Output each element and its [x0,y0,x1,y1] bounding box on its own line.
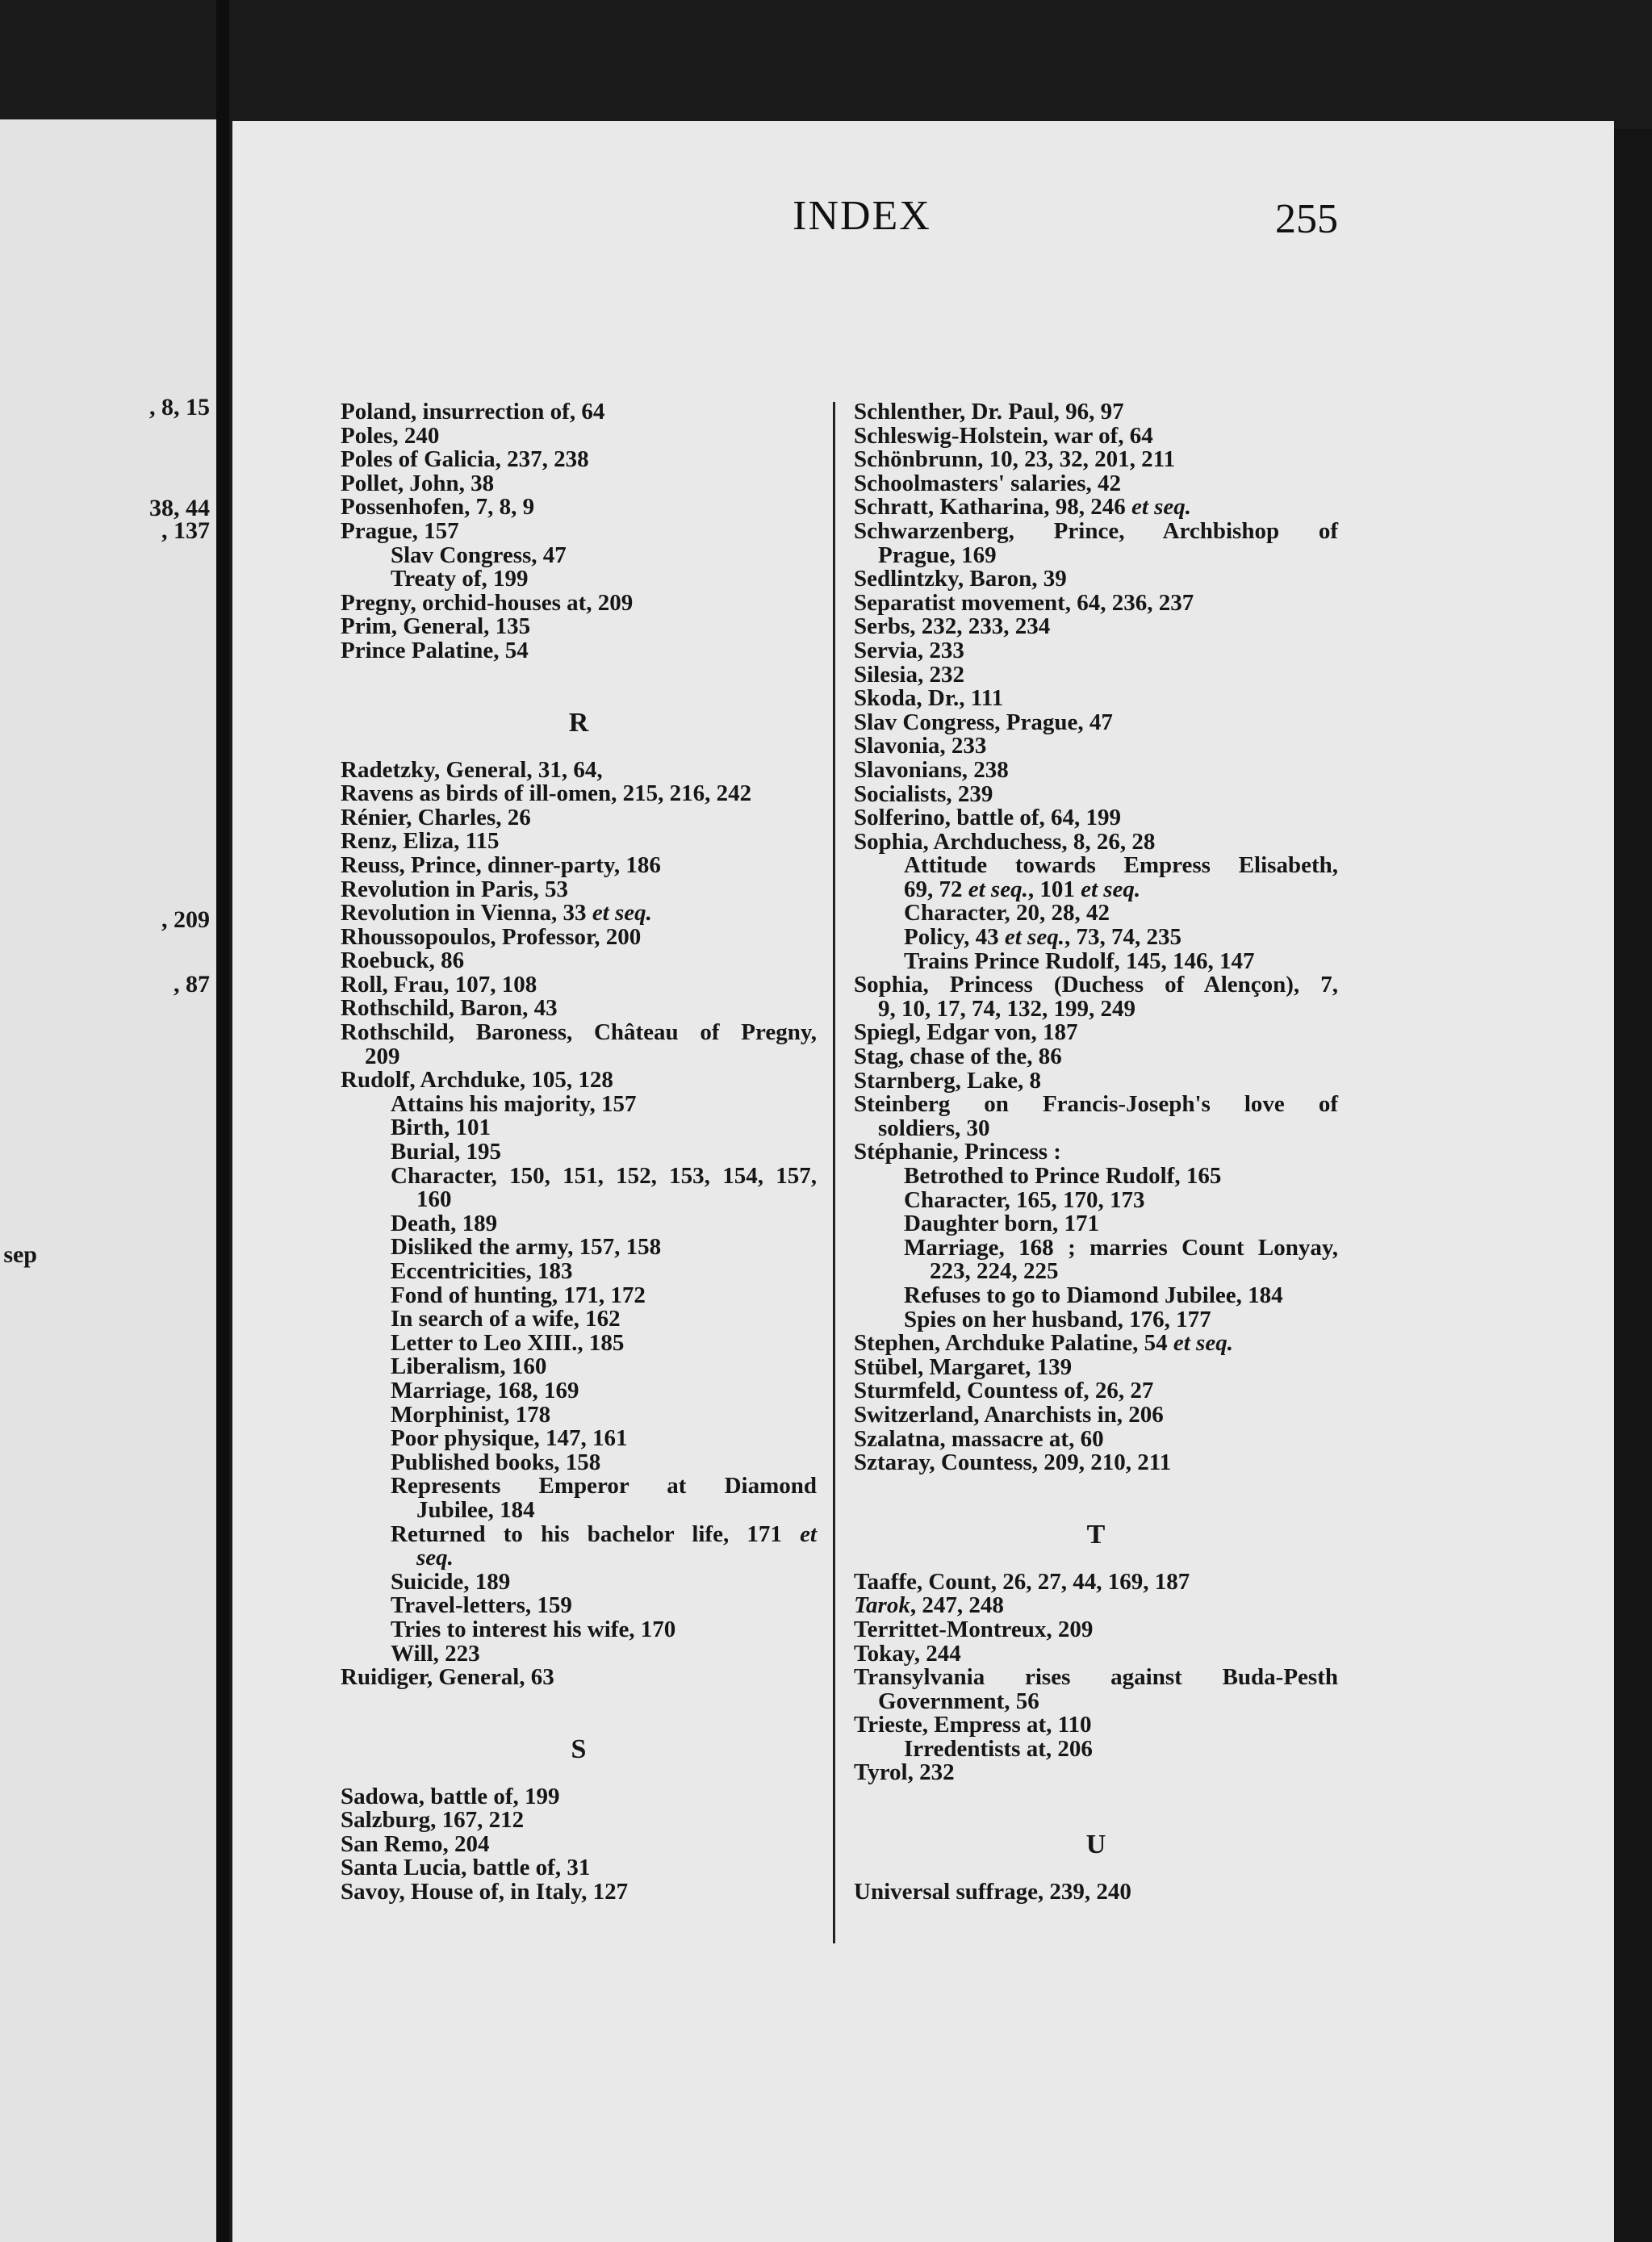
index-entry [854,1451,1338,1475]
index-subentry [854,1117,1338,1141]
index-subentry [854,544,1338,568]
entry-text: Rothschild, Baroness, Château of Pregny, [341,1019,817,1046]
book-gutter [216,0,229,2242]
entry-text: Revolution in Paris, 53 [341,876,568,902]
entry-text: Savoy, House of, in Italy, 127 [341,1879,629,1905]
entry-text: Taaffe, Count, 26, 27, 44, 169, 187 [854,1568,1190,1595]
entry-text: Sadowa, battle of, 199 [341,1783,560,1809]
entry-text: Trains Prince Rudolf, 145, 146, 147 [904,947,1255,974]
index-subentry [341,1355,817,1379]
entry-text: Switzerland, Anarchists in, 206 [854,1401,1164,1428]
index-entry [341,422,817,449]
index-subentry [341,567,817,592]
entry-text: Letter to Leo XIII., 185 [391,1329,625,1356]
facing-page-fragment: , 137 [161,517,210,544]
facing-page-fragment: , 8, 15 [149,394,210,420]
entry-text: In search of a wife, 162 [391,1306,621,1332]
entry-text: Salzburg, 167, 212 [341,1807,525,1834]
index-entry [854,517,1338,544]
entry-text: Schratt, Katharina, 98, 246 [854,494,1126,521]
entry-text: Skoda, Dr., 111 [854,685,1004,712]
section-spacer [341,1690,817,1714]
index-subentry [341,1212,817,1236]
index-entry [854,1021,1338,1045]
entry-text: Treaty of, 199 [391,566,529,592]
index-entry [341,782,817,806]
index-subentry [854,901,1338,926]
entry-text: Servia, 233 [854,637,964,663]
section-spacer [341,663,817,688]
entry-italic: Tarok [854,1592,910,1619]
entry-text: Morphinist, 178 [391,1401,551,1428]
index-entry [341,1856,817,1880]
entry-text: Represents Emperor at Diamond [391,1473,817,1500]
facing-page-fragment: , 87 [174,971,210,998]
index-subentry [341,1090,817,1117]
index-entry [854,1353,1338,1380]
index-subentry [854,995,1338,1022]
entry-text: Sturmfeld, Countess of, 26, 27 [854,1378,1154,1404]
index-entry [854,1069,1338,1094]
entry-text: Refuses to go to Diamond Jubilee, 184 [904,1282,1283,1308]
entry-text: Sztaray, Countess, 209, 210, 211 [854,1449,1172,1476]
index-entry [854,1140,1338,1165]
entry-text: Serbs, 232, 233, 234 [854,613,1051,640]
entry-text: Disliked the army, 157, 158 [391,1234,662,1261]
entry-text: Trieste, Empress at, 110 [854,1712,1092,1738]
index-column-left [341,400,817,1905]
entry-text: Ravens as birds of ill-omen, 215, 216, 242 [341,780,752,807]
index-entry [854,615,1338,639]
index-entry [854,400,1338,425]
entry-text: San Remo, 204 [341,1830,490,1857]
entry-text: Renz, Eliza, 115 [341,828,500,855]
entry-text: Prim, General, 135 [341,613,531,640]
index-subentry [854,1260,1338,1284]
index-entry [341,806,817,830]
index-entry [854,472,1338,496]
entry-text: Separatist movement, 64, 236, 237 [854,589,1194,616]
entry-text: Roebuck, 86 [341,947,465,974]
entry-text: Pollet, John, 38 [341,470,495,496]
entry-text: Rhoussopoulos, Professor, 200 [341,923,642,950]
index-subentry [341,1474,817,1499]
entry-text: Policy, 43 [904,924,999,951]
index-subentry [341,1284,817,1308]
entry-text: Jubilee, 184 [416,1496,535,1523]
entry-text: Prague, 157 [341,517,459,544]
index-entry [854,1403,1338,1428]
entry-text: Slav Congress, 47 [391,542,567,568]
index-entry [854,1666,1338,1690]
index-subentry [341,544,817,568]
entry-text: 209 [365,1043,400,1069]
entry-italic: et seq. [1081,876,1141,902]
entry-text: Santa Lucia, battle of, 31 [341,1855,591,1881]
index-subentry [854,1308,1338,1332]
index-subentry [854,1165,1338,1189]
entry-text: Spiegl, Edgar von, 187 [854,1019,1078,1046]
entry-text: Tries to interest his wife, 170 [391,1616,676,1642]
entry-text: Poles, 240 [341,422,440,449]
entry-text: Irredentists at, 206 [904,1735,1093,1762]
index-entry [854,663,1338,688]
entry-text: Stübel, Margaret, 139 [854,1353,1073,1380]
section-spacer [854,1785,1338,1809]
index-entry [341,1809,817,1833]
index-entry [341,639,817,663]
index-entry [854,1045,1338,1069]
index-subentry [341,1642,817,1667]
entry-text: Betrothed to Prince Rudolf, 165 [904,1163,1222,1189]
index-entry [341,997,817,1021]
entry-text: Poland, insurrection of, 64 [341,399,605,425]
entry-text: Attains his majority, 157 [391,1090,637,1117]
index-subentry [341,1045,817,1069]
index-entry [854,1093,1338,1117]
section-letter: T [1086,1519,1106,1550]
index-subentry [341,1307,817,1332]
index-entry [854,734,1338,759]
entry-text: Suicide, 189 [391,1568,511,1595]
entry-text: Returned to his bachelor life, 171 [391,1520,782,1547]
entry-italic: et seq. [1173,1330,1233,1357]
index-entry [854,1594,1338,1618]
index-entry [341,496,817,520]
entry-text: soldiers, 30 [878,1115,990,1141]
entry-text: Tyrol, 232 [854,1759,955,1786]
entry-text: Radetzky, General, 31, 64, [341,756,603,783]
entry-text: Schlenther, Dr. Paul, 96, 97 [854,399,1124,425]
index-entry [341,901,817,926]
index-entry [854,711,1338,735]
entry-text: Rénier, Charles, 26 [341,804,531,830]
index-entry [854,973,1338,998]
entry-text: Slavonia, 233 [854,733,987,759]
entry-text: Territtet-Montreux, 209 [854,1616,1094,1642]
entry-italic: et seq. [592,900,652,926]
facing-page-fragment: sep [3,1241,37,1268]
entry-text: Spies on her husband, 176, 177 [904,1306,1211,1332]
index-subentry [341,1546,817,1571]
index-entry [341,1666,817,1690]
entry-text: Burial, 195 [391,1139,501,1165]
entry-text: Rudolf, Archduke, 105, 128 [341,1067,613,1094]
index-subentry [341,1618,817,1642]
index-subentry [341,1496,817,1523]
index-entry [341,615,817,639]
entry-text: 69, 72 [904,876,963,902]
index-entry [854,1332,1338,1356]
entry-text: Starnberg, Lake, 8 [854,1067,1041,1094]
index-entry [854,1618,1338,1642]
index-entry [854,806,1338,830]
entry-text: Poles of Galicia, 237, 238 [341,446,589,473]
index-entry [854,1713,1338,1738]
entry-italic: et seq. [1131,494,1192,521]
index-entry [341,851,817,878]
entry-text: Schwarzenberg, Prince, Archbishop of [854,517,1338,544]
index-entry [341,472,817,496]
index-subentry [341,1568,817,1595]
entry-text: Sophia, Archduchess, 8, 26, 28 [854,828,1156,855]
index-entry [854,756,1338,783]
entry-text: Birth, 101 [391,1115,491,1141]
index-subentry [854,1186,1338,1213]
section-letter: R [568,707,589,738]
index-entry [854,1425,1338,1452]
entry-text: Character, 165, 170, 173 [904,1186,1145,1213]
index-column-right [854,400,1338,1905]
index-entry [854,496,1338,520]
facing-page [0,119,216,2242]
entry-text: Stephen, Archduke Palatine, 54 [854,1330,1168,1357]
index-entry [854,1880,1338,1905]
entry-italic: seq. [416,1545,454,1571]
index-entry [854,1761,1338,1785]
entry-text: Schleswig-Holstein, war of, 64 [854,422,1153,449]
index-subentry [854,1236,1338,1261]
entry-text: Schönbrunn, 10, 23, 32, 201, 211 [854,446,1176,473]
index-entry [341,517,817,544]
index-subentry [854,854,1338,878]
index-entry [341,1785,817,1809]
index-entry [341,1069,817,1093]
entry-text: Slav Congress, Prague, 47 [854,709,1113,735]
entry-text: , 73, 74, 235 [1064,924,1181,951]
entry-text: Steinberg on Francis-Joseph's love of [854,1091,1338,1118]
entry-text: Prince Palatine, 54 [341,637,529,663]
entry-text: Tokay, 244 [854,1640,961,1667]
index-subentry [341,1379,817,1403]
index-entry [341,448,817,472]
entry-text: Pregny, orchid-houses at, 209 [341,589,634,616]
entry-text: Slavonians, 238 [854,756,1009,783]
entry-text: Solferino, battle of, 64, 199 [854,805,1122,831]
entry-text: Character, 20, 28, 42 [904,900,1110,926]
index-entry [341,756,817,783]
index-subentry [854,1212,1338,1236]
index-entry [341,830,817,854]
index-subentry [854,1690,1338,1714]
index-subentry [341,1329,817,1356]
entry-text: Rothschild, Baron, 43 [341,995,558,1022]
index-subentry [854,1284,1338,1308]
entry-text: Schoolmasters' salaries, 42 [854,470,1122,496]
index-subentry [854,947,1338,974]
index-subentry [341,1116,817,1140]
index-subentry [341,1260,817,1284]
index-entry [341,1021,817,1045]
entry-italic: et seq. [1004,924,1064,951]
entry-text: Prague, 169 [878,542,997,568]
entry-text: Roll, Frau, 107, 108 [341,971,537,998]
entry-text: Published books, 158 [391,1449,601,1475]
entry-text: Marriage, 168 ; marries Count Lonyay, [904,1234,1338,1261]
index-subentry [854,926,1338,950]
index-entry [854,422,1338,449]
index-subentry [341,1162,817,1189]
index-entry [854,780,1338,807]
column-divider [833,402,835,1943]
entry-text: Will, 223 [391,1640,480,1667]
entry-text: , 247, 248 [910,1592,1004,1619]
entry-text: Revolution in Vienna, 33 [341,900,587,926]
entry-text: Liberalism, 160 [391,1353,547,1380]
entry-text: 9, 10, 17, 74, 132, 199, 249 [878,995,1135,1022]
entry-text: Character, 150, 151, 152, 153, 154, 157, [391,1162,817,1189]
entry-text: Travel-letters, 159 [391,1592,572,1619]
index-subentry [341,1236,817,1260]
index-entry [854,1568,1338,1595]
index-entry [854,1642,1338,1667]
index-entry [341,923,817,950]
index-entry [341,589,817,616]
index-entry [341,878,817,902]
page-number: 255 [1275,196,1338,242]
entry-text: Reuss, Prince, dinner-party, 186 [341,851,661,878]
page-title: INDEX [793,193,931,239]
index-subentry [341,1594,817,1618]
page-edge-shadow [1614,129,1652,2242]
section-letter: S [571,1734,587,1764]
index-subentry [341,1427,817,1451]
entry-text: Marriage, 168, 169 [391,1377,579,1403]
index-entry [854,448,1338,472]
index-subentry [341,1140,817,1165]
entry-text: Universal suffrage, 239, 240 [854,1879,1131,1905]
entry-text: Szalatna, massacre at, 60 [854,1425,1104,1452]
entry-text: Possenhofen, 7, 8, 9 [341,494,535,521]
entry-text: Sedlintzky, Baron, 39 [854,566,1067,592]
index-subentry [854,1735,1338,1762]
entry-text: Government, 56 [878,1688,1039,1714]
entry-text: , 101 [1027,876,1075,902]
index-entry [341,1830,817,1857]
index-entry [854,1379,1338,1403]
index-subentry [854,878,1338,902]
entry-text: Sophia, Princess (Duchess of Alençon), 7, [854,972,1338,998]
entry-text: Fond of hunting, 171, 172 [391,1282,646,1308]
index-subentry [341,1403,817,1428]
facing-page-fragment: 38, 44 [149,495,210,521]
entry-italic: et seq. [968,876,1028,902]
entry-text: Eccentricities, 183 [391,1258,573,1284]
entry-text: Daughter born, 171 [904,1211,1099,1237]
facing-page-fragment: , 209 [161,906,210,933]
index-entry [854,830,1338,855]
section-spacer [854,1475,1338,1500]
index-subentry [341,1520,817,1547]
entry-text: Death, 189 [391,1210,498,1236]
section-letter: U [1085,1830,1106,1860]
index-entry [341,949,817,973]
entry-text: Ruidiger, General, 63 [341,1664,554,1691]
entry-text: Poor physique, 147, 161 [391,1425,628,1452]
entry-text: Attitude towards Empress Elisabeth, [904,852,1338,879]
index-entry [341,973,817,998]
entry-text: Stéphanie, Princess : [854,1139,1061,1165]
entry-italic: et [800,1520,817,1547]
index-entry [854,639,1338,663]
index-entry [854,687,1338,711]
entry-text: Silesia, 232 [854,661,964,688]
index-entry [341,400,817,425]
entry-text: Socialists, 239 [854,780,993,807]
index-entry [854,567,1338,592]
entry-text: 160 [416,1186,452,1213]
entry-text: Transylvania rises against Buda-Pesth [854,1664,1338,1691]
index-subentry [341,1451,817,1475]
entry-text: 223, 224, 225 [930,1258,1059,1285]
entry-text: Stag, chase of the, 86 [854,1044,1062,1070]
index-subentry [341,1188,817,1212]
index-entry [341,1880,817,1905]
index-entry [854,589,1338,616]
